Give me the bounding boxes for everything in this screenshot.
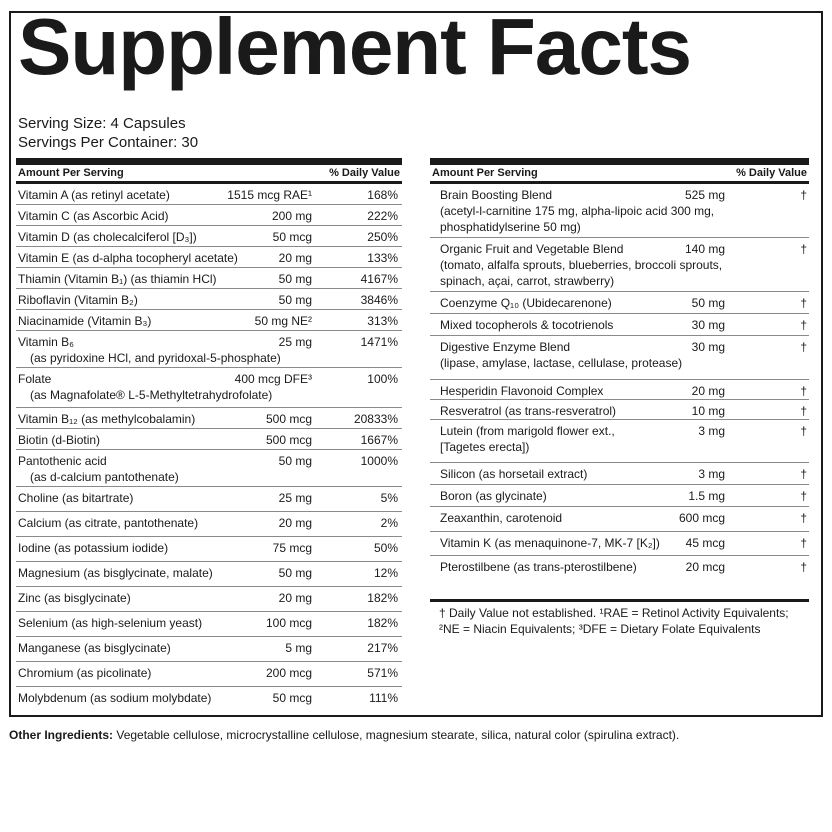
left-row [16,537,402,562]
left-row [16,310,402,331]
ingredient-name: Resveratrol (as trans-resveratrol) [440,404,617,418]
amount-per-serving: 20 mg [278,251,312,265]
daily-value: 1000% [360,454,398,468]
amount-per-serving: 25 mg [278,335,312,349]
left-rows [16,184,402,712]
left-row [16,450,402,487]
amount-per-serving: 400 mcg DFE³ [234,372,312,386]
ingredient-detail: (lipase, amylase, lactase, cellulase, protease) [440,356,683,370]
ingredient-name: Lutein (from marigold flower ext., [440,424,615,438]
ingredient-name: Vitamin B₆ [18,335,74,349]
right-rows [430,184,809,581]
left-row [16,637,402,662]
amount-per-serving: 30 mg [691,318,725,332]
daily-value: 20833% [353,412,398,426]
amount-per-serving: 50 mg [278,293,312,307]
amount-per-serving-heading: Amount Per Serving [18,167,124,179]
daily-value: † [800,318,807,332]
left-nutrient-table [16,158,402,712]
daily-value: 4167% [360,272,398,286]
daily-value: 1667% [360,433,398,447]
amount-per-serving: 500 mcg [265,412,312,426]
serving-info [18,114,198,152]
daily-value: † [800,340,807,354]
ingredient-name: Organic Fruit and Vegetable Blend [440,242,624,256]
right-row [430,420,809,463]
right-table-header [430,165,809,184]
daily-value: 250% [367,230,398,244]
ingredient-name: Thiamin (Vitamin B₁) (as thiamin HCl) [18,272,217,286]
daily-value: 111% [369,691,398,705]
daily-value: 50% [373,541,398,555]
ingredient-name: Niacinamide (Vitamin B₃) [18,314,152,328]
panel-title: Supplement Facts [18,2,692,91]
amount-per-serving: 3 mg [698,467,725,481]
ingredient-detail: (as Magnafolate® L-5-Methyltetrahydrofolate) [30,388,273,402]
right-row [430,336,809,380]
daily-value: 133% [367,251,398,265]
daily-value: 3846% [360,293,398,307]
daily-value: 5% [380,491,398,505]
amount-per-serving: 20 mcg [685,560,725,574]
amount-per-serving: 45 mcg [685,536,725,550]
ingredient-name: Vitamin B₁₂ (as methylcobalamin) [18,412,196,426]
daily-value: † [800,404,807,418]
left-row [16,226,402,247]
ingredient-name: Vitamin K (as menaquinone-7, MK-7 [K₂]) [440,536,660,550]
left-row [16,487,402,512]
daily-value: † [800,489,807,503]
left-row [16,184,402,205]
left-row [16,368,402,408]
amount-per-serving-heading: Amount Per Serving [432,167,538,179]
daily-value-heading: % Daily Value [736,167,807,179]
left-row [16,687,402,712]
daily-value: † [800,536,807,550]
amount-per-serving: 10 mg [691,404,725,418]
left-row [16,408,402,429]
right-row [430,463,809,485]
supplement-facts-panel [9,2,823,717]
daily-value: 2% [380,516,398,530]
ingredient-detail: (as pyridoxine HCl, and pyridoxal-5-phosphate) [30,351,281,365]
daily-value: 182% [367,591,398,605]
ingredient-name: Vitamin C (as Ascorbic Acid) [18,209,169,223]
amount-per-serving: 600 mcg [678,511,725,525]
footnote-line-2: ²NE = Niacin Equivalents; ³DFE = Dietary Folate Equivalents [439,622,761,636]
left-row [16,512,402,537]
ingredient-name: Pterostilbene (as trans-pterostilbene) [440,560,637,574]
ingredient-name: Manganese (as bisglycinate) [18,641,171,655]
ingredient-name: Chromium (as picolinate) [18,666,152,680]
amount-per-serving: 20 mg [278,591,312,605]
amount-per-serving: 3 mg [698,424,725,438]
ingredient-name: Vitamin A (as retinyl acetate) [18,188,170,202]
ingredient-name: Biotin (d-Biotin) [18,433,101,447]
ingredient-name: Choline (as bitartrate) [18,491,134,505]
ingredient-name: Digestive Enzyme Blend [440,340,571,354]
amount-per-serving: 200 mg [271,209,312,223]
ingredient-name: Hesperidin Flavonoid Complex [440,384,604,398]
ingredient-name: Coenzyme Q₁₀ (Ubidecarenone) [440,296,612,310]
ingredient-name: Silicon (as horsetail extract) [440,467,588,481]
amount-per-serving: 5 mg [285,641,312,655]
amount-per-serving: 50 mg [691,296,725,310]
daily-value: † [800,384,807,398]
daily-value: 222% [367,209,398,223]
daily-value: 168% [367,188,398,202]
daily-value: 217% [367,641,398,655]
amount-per-serving: 200 mcg [265,666,312,680]
amount-per-serving: 1.5 mg [688,489,725,503]
ingredient-detail: (acetyl-l-carnitine 175 mg, alpha-lipoic acid 300 mg, [440,204,715,218]
daily-value: † [800,560,807,574]
amount-per-serving: 50 mg [278,566,312,580]
footnote-line-1: † Daily Value not established. ¹RAE = Retinol Activity Equivalents; [439,606,789,620]
serving-size: Serving Size: 4 Capsules [18,115,186,132]
right-row [430,400,809,420]
daily-value: 313% [367,314,398,328]
right-row [430,380,809,400]
amount-per-serving: 20 mg [691,384,725,398]
ingredient-name: Calcium (as citrate, pantothenate) [18,516,199,530]
daily-value: 571% [367,666,398,680]
amount-per-serving: 140 mg [684,242,725,256]
ingredient-name: Magnesium (as bisglycinate, malate) [18,566,213,580]
amount-per-serving: 20 mg [278,516,312,530]
amount-per-serving: 50 mcg [272,230,312,244]
daily-value-heading: % Daily Value [329,167,400,179]
left-row [16,562,402,587]
right-row [430,485,809,507]
ingredient-name: Zinc (as bisglycinate) [18,591,131,605]
ingredient-detail: phosphatidylserine 50 mg) [440,220,581,234]
ingredient-name: Molybdenum (as sodium molybdate) [18,691,212,705]
daily-value: 100% [367,372,398,386]
ingredient-name: Brain Boosting Blend [440,188,553,202]
ingredient-name: Mixed tocopherols & tocotrienols [440,318,614,332]
amount-per-serving: 50 mcg [272,691,312,705]
daily-value: 12% [373,566,398,580]
other-ingredients [9,728,679,742]
amount-per-serving: 525 mg [684,188,725,202]
ingredient-detail: (as d-calcium pantothenate) [30,470,179,484]
right-row [430,532,809,556]
right-row [430,556,809,581]
daily-value: † [800,511,807,525]
ingredient-name: Vitamin E (as d-alpha tocopheryl acetate) [18,251,238,265]
amount-per-serving: 100 mcg [265,616,312,630]
left-row [16,247,402,268]
ingredient-name: Folate [18,372,52,386]
left-row [16,268,402,289]
ingredient-name: Selenium (as high-selenium yeast) [18,616,203,630]
left-table-header [16,165,402,184]
footnote-divider [430,599,809,602]
right-row [430,507,809,532]
left-row [16,612,402,637]
right-row [430,238,809,292]
daily-value: † [800,296,807,310]
ingredient-detail: spinach, açai, carrot, strawberry) [440,274,615,288]
amount-per-serving: 1515 mcg RAE¹ [227,188,312,202]
ingredient-detail: (tomato, alfalfa sprouts, blueberries, broccoli sprouts, [440,258,723,272]
ingredient-name: Vitamin D (as cholecalciferol [D₃]) [18,230,197,244]
left-row [16,662,402,687]
daily-value: † [800,242,807,256]
daily-value: 182% [367,616,398,630]
ingredient-name: Zeaxanthin, carotenoid [440,511,563,525]
ingredient-name: Boron (as glycinate) [440,489,547,503]
ingredient-name: Pantothenic acid [18,454,107,468]
footnote [439,605,823,637]
amount-per-serving: 500 mcg [265,433,312,447]
left-row [16,289,402,310]
right-nutrient-table [430,158,809,581]
ingredient-detail: [Tagetes erecta]) [440,440,530,454]
ingredient-name: Iodine (as potassium iodide) [18,541,169,555]
left-row [16,429,402,450]
ingredient-name: Riboflavin (Vitamin B₂) [18,293,138,307]
amount-per-serving: 30 mg [691,340,725,354]
amount-per-serving: 50 mg [278,272,312,286]
right-row [430,314,809,336]
daily-value: † [800,424,807,438]
other-ingredients-text: Vegetable cellulose, microcrystalline cellulose, magnesium stearate, silica, natural color (spirulina extract). [113,728,680,742]
servings-per-container: Servings Per Container: 30 [18,134,199,151]
right-row [430,184,809,238]
daily-value: † [800,188,807,202]
amount-per-serving: 50 mg [278,454,312,468]
right-row [430,292,809,314]
amount-per-serving: 50 mg NE² [254,314,312,328]
amount-per-serving: 25 mg [278,491,312,505]
left-row [16,205,402,226]
daily-value: † [800,467,807,481]
left-row [16,331,402,368]
left-row [16,587,402,612]
daily-value: 1471% [360,335,398,349]
other-ingredients-label: Other Ingredients: [9,728,114,742]
amount-per-serving: 75 mcg [272,541,312,555]
